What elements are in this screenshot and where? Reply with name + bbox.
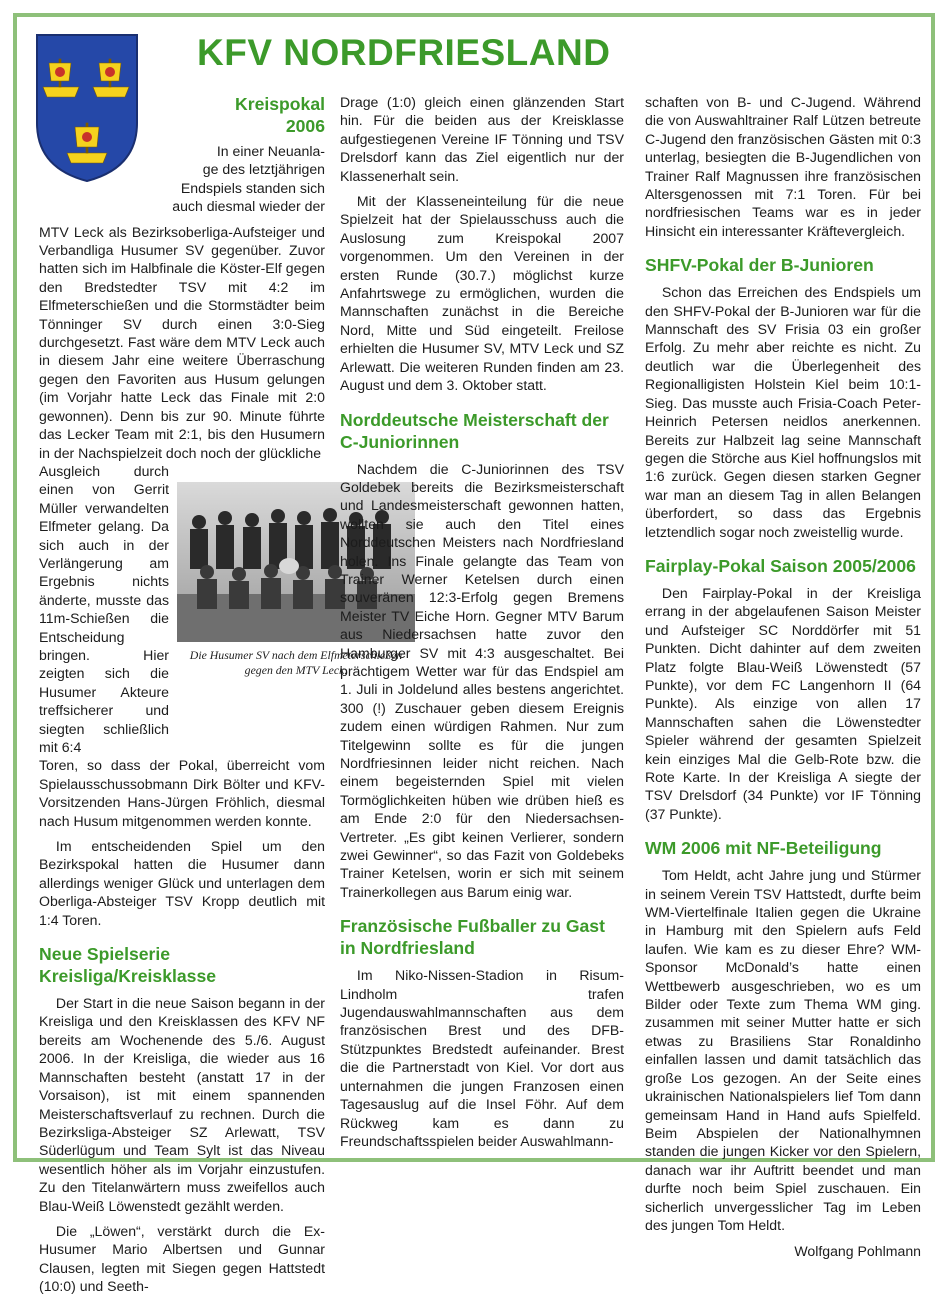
spielserie-paragraph-3: Mit der Klasseneinteilung für die neue Spielzeit hat der Spielausschuss auch die Auslosung zum Kreispokal 2007 vorgenommen. Um den Vereinen in der ersten Runde (30.7.) möglichst kurze Anfahrtswege zu ermöglichen, wurden die Mannschaften zunächst in die Bereiche Nord, Mitte und Süd eingeteilt. Freilose erhielten die Husumer SV, MTV Leck und SZ Arlewatt. Die weiteren Runden finden am 23. August und dem 3. Oktober statt.	[340, 193, 624, 394]
intro-line-1: In einer Neuanla-	[216, 143, 325, 159]
page-frame	[13, 13, 935, 1295]
column-2	[340, 93, 624, 1150]
kreispokal-intro	[39, 142, 325, 216]
kreispokal-heading-line-2: 2006	[285, 116, 325, 136]
intro-line-3: Endspiels standen sich	[180, 179, 325, 196]
kreispokal-paragraph-2: Im entscheidenden Spiel um den Bezirkspokal hatten die Husumer dann allerdings weniger Glück und unterlagen dem Oberliga-Absteiger TSV Kropp deutlich mit 1:4 Toren.	[39, 838, 325, 928]
fairplay-heading: Fairplay-Pokal Saison 2005/2006	[645, 555, 916, 576]
page-title: KFV NORDFRIESLAND	[197, 32, 611, 73]
kreispokal-heading	[39, 93, 325, 137]
spielserie-paragraph-2-continued: Drage (1:0) gleich einen glänzenden Start hin. Für die beiden aus der Kreisklasse aufgestiegenen Vereine IF Tönning und TSV Drelsdorf kann das Ziel eigentlich nur der Klassenerhalt sein.	[340, 94, 624, 184]
photo-row	[39, 462, 403, 757]
shfv-heading: SHFV-Pokal der B-Junioren	[645, 255, 874, 276]
column-1	[39, 93, 403, 1296]
photo-caption: Die Husumer SV nach dem Elfmeterschießen gegen den MTV Leck.	[189, 648, 403, 678]
author-signature: Wolfgang Pohlmann	[794, 1243, 921, 1260]
spielserie-heading: Neue Spielserie Kreisliga/Kreisklasse	[39, 944, 217, 987]
shfv-paragraph-1: Schon das Erreichen des Endspiels um den SHFV-Pokal der B-Junioren war für die Mannschaft des SV Frisia 03 ein großer Erfolg. Zu mehr aber reichte es nicht. Zu deutlich war die Überlegenheit des Regionalligisten Holstein Kiel beim 10:1-Sieg. Das musste auch Frisia-Coach Peter-Heinrich Petersen neidlos anerkennen. Bereits zur Halbzeit lag seine Mannschaft gegen die Störche aus Kiel hoffnungslos mit 1:6 zurück. Gegen diesen starken Gegner war man an diesem Tag in allen Belangen überfordert, so dass das Ergebnis letztendlich sogar noch zweistellig wurde.	[645, 284, 921, 540]
kreispokal-heading-line-1: Kreispokal	[235, 94, 325, 114]
intro-line-2: ge des letztjährigen	[202, 161, 325, 178]
intro-line-4: auch diesmal wieder der	[172, 198, 325, 215]
kreispokal-after-photo: Toren, so dass der Pokal, überreicht vom Spielausschussobmann Dirk Bölter und KFV-Vorsitzenden Hans-Jürgen Fröhlich, diesmal nach Husum mitgenommen werden konnte.	[39, 757, 325, 829]
franzosen-heading: Französische Fußballer zu Gast in Nordfriesland	[340, 916, 605, 959]
c-juniorinnen-paragraph-1: Nachdem die C-Juniorinnen des TSV Goldebek bereits die Bezirksmeisterschaft und Landesmeisterschaft gewonnen hatten, wollten sie auch den Titel eines Norddeutschen Meisters nach Nordfriesland holen. Ins Finale gelangte das Team von Trainer Werner Ketelsen durch einen souveränen 12:3-Erfolg gegen Bremens Meister TV Eiche Horn. Gegner MTV Barum aus Niedersachsen hatte zuvor den Hamburger SV mit 4:3 ausgeschaltet. Bei prächtigem Wetter war für das Endspiel am 1. Juli in Joldelund alles bestens angerichtet. 300 (!) Zuschauer geben diesem Ereignis zudem einen würdigen Rahmen. Nur zum Titelgewinn sollte es für die jungen Nordfriesinnen leider nicht reichen. Nach einem begeisternden Spiel mit vielen Tormöglichkeiten hüben wie drüben hieß es am Ende 2:0 für den Niedersachsen-Vertreter. „Es gibt keinen Verlierer, sondern zwei Gewinner“, so das Fazit von Goldebeks Trainer Ketelsen, worin er sich mit seinem Trainerkollegen aus Barum einig war.	[340, 460, 624, 900]
fairplay-paragraph-1: Den Fairplay-Pokal in der Kreisliga errang in der abgelaufenen Saison Meister und Aufsteiger SC Norddörfer mit 51 Punkten. Dicht dahinter auf dem zweiten Platz folgte Blau-Weiß Löwenstedt (57 Punkte), vor dem FC Langenhorn II (64 Punkte). Als einzige von allen 17 Mannschaften sahen die Löwenstedter Spieler während der gesamten Spielzeit kein einziges Mal die Gelb-Rote bzw. die Rote Karte. In der Kreisliga A siegte der TSV Drelsdorf (34 Punkte) vor IF Tönning (37 Punkte).	[645, 584, 921, 822]
wm-heading: WM 2006 mit NF-Beteiligung	[645, 838, 882, 859]
spielserie-paragraph-2: Die „Löwen“, verstärkt durch die Ex-Husumer Mario Albertsen und Gunnar Clausen, legten mit Siegen gegen Hattstedt (10:0) und Seeth-	[39, 1222, 325, 1295]
franzosen-paragraph-1: Im Niko-Nissen-Stadion in Risum-Lindholm trafen Jugendauswahlmannschaften aus dem französischen Brest und des DFB-Stützpunktes Bredstedt aufeinander. Brest die die Partnerstadt von Kiel. Vor dort aus unternahmen die jungen Franzosen einen Tagesauslug auf die Insel Föhr. Auf dem Rückweg kam es dann zu Freundschaftsspielen beider Auswahlmann-	[340, 967, 624, 1149]
kreispokal-paragraph-1: MTV Leck als Bezirksoberliga-Aufsteiger und Verbandliga Husumer SV gegenüber. Zuvor hatten sich im Halbfinale die Köster-Elf gegen den Bredstedter TSV mit 4:2 im Elfmeterschießen und die Stormstädter beim Tönninger SV durch einen 3:0-Sieg durchgesetzt. Fast wäre dem MTV Leck auch in diesem Jahr eine weitere Überraschung gegen den Favoriten aus Husum gelungen (im Vorjahr hatte Leck das Finale mit 2:0 gewonnen). Denn bis zur 90. Minute führte das Lecker Team mit 2:1, bis den Husumern in der Nachspielzeit doch noch der glückliche	[39, 223, 325, 461]
spielserie-paragraph-1: Der Start in die neue Saison begann in der Kreisliga und den Kreisklassen des KFV NF bereits am Wochenende des 5./6. August 2006. In der Kreisliga, die wieder aus 16 Mannschaften besteht (anstatt 17 in der Vorsaison), ist mit einem spannenden Meisterschaftsverlauf zu rechnen. Durch die Bezirksliga-Absteiger SZ Arlewatt, TSV Süderlügum und Team Sylt ist das Niveau wesentlich höher als im Vorjahr einzustufen. Zu den Titelanwärtern muss zweifellos auch Blau-Weiß Löwenstedt gezählt werden.	[39, 995, 325, 1214]
column-3	[645, 93, 921, 1261]
c-juniorinnen-heading: Norddeutsche Meisterschaft der C-Juniorinnen	[340, 409, 609, 452]
kreispokal-beside-photo: Ausgleich durch einen von Gerrit Müller verwandelten Elfmeter gelang. Da sich auch in der Verlängerung am Ergebnis nichts änderte, musste das 11m-Schießen die Entscheidung bringen. Hier zeigten sich die Husumer Akteure treffsicherer und siegten schließlich mit 6:4	[39, 462, 169, 755]
wm-paragraph-1: Tom Heldt, acht Jahre jung und Stürmer in seinem Verein TSV Hattstedt, durfte beim WM-Viertelfinale Italien gegen die Ukraine in Hamburg mit den Spielern aufs Feld laufen. Wie kam es zu dieser Ehre? WM-Sponsor McDonald’s hatte einen Wettbewerb ausgeschrieben, wo es um Bilder oder Texte zum Thema WM ging. zusammen mit seiner Mutter hatte er sich etwas zu Brasiliens Star Ronaldinho einfallen lassen und damit tatsächlich das große Los gezogen. An der Seite eines ukrainischen Nationalspielers lief Tom dann gemeinsam Hand in Hand aufs Spielfeld. Beim Abspielen der Nationalhymnen standen die jungen Kicker vor den Spielern, danach war ihr Auftritt beendet und man durfte noch beim Spiel zuschauen. Ein sicherlich unvergesslicher Tag im Leben des jungen Tom Heldt.	[645, 867, 921, 1233]
franzosen-paragraph-1-continued: schaften von B- und C-Jugend. Während die von Auswahltrainer Ralf Lützen betreute C-Jugend den französischen Gästen mit 0:3 unterlag, besiegten die B-Jugendlichen von Trainer Ralf Magnussen ihre französischen Altersgenossen mit 7:1 Toren. Für bei nordfriesischen Teams war es in jeder Hinsicht ein interessanter Kräftevergleich.	[645, 94, 921, 239]
